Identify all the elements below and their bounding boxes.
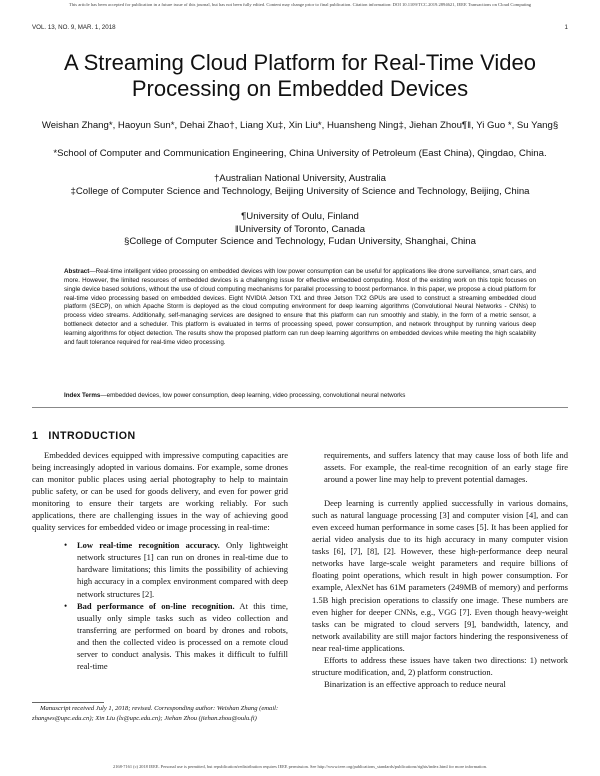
affiliation-4: ¶University of Oulu, Finland: [241, 211, 359, 222]
footnote-divider: [32, 702, 104, 703]
page-number: 1: [564, 24, 568, 31]
header-divider: [32, 407, 568, 408]
body-paragraph: Efforts to address these issues have taken two directions: 1) network structure modification, and, 2) platform construction.: [312, 654, 568, 677]
bullet-item: [32, 539, 288, 599]
abstract: [64, 268, 536, 348]
copyright-notice: 2168-7161 (c) 2018 IEEE. Personal use is permitted, but republication/redistribution requires IEEE permission. See http://www.ieee.org/publications_standards/publications/rights/index.html for more information.: [113, 764, 487, 769]
bullet-heading: Low real-time recognition accuracy.: [77, 540, 220, 551]
journal-volume: VOL. 13, NO. 9, MAR. 1, 2018: [32, 24, 116, 31]
section-number: 1: [32, 430, 39, 442]
abstract-label: Abstract: [64, 268, 90, 275]
left-column: [32, 449, 288, 672]
bullet-heading: Bad performance of on-line recognition.: [77, 600, 235, 611]
bullet-text: At this time, usually only simple tasks such as video collection and transferring are performed on board by drones and robots, and then the collected video is processed on a remote cloud server to conduct analysis. This makes it difficult to fulfill real-time: [77, 600, 288, 671]
running-head: [32, 24, 568, 31]
index-terms: [64, 392, 536, 401]
section-title: INTRODUCTION: [48, 430, 136, 442]
bullet-text: Only lightweight network structures [1] can run on drones in real-time due to hardware limitations; this limits the possibility of achieving high accuracy in a complex environment compared with deep network structures [2].: [77, 540, 288, 599]
index-terms-text: —embedded devices, low power consumption, deep learning, video processing, convolutional neural networks: [100, 392, 406, 399]
author-list: Weishan Zhang*, Haoyun Sun*, Dehai Zhao†, Liang Xu‡, Xin Liu*, Huansheng Ning‡, Jiehan Zhou¶‖, Yi Guo *, Su Yang§: [41, 120, 559, 131]
intro-paragraph: Embedded devices equipped with impressive computing capacities are being increasingly adopted in various domains. For example, some drones can monitor public places using aerial photography to help to maintain public safety, or can be used for goods delivery, and even for power grid monitoring to ensure their targets are working reliably. For such applications, there are challenging issues in the way of achieving good quality services for embedded video or image processing in real-time:: [32, 450, 288, 533]
section-heading: [32, 430, 136, 442]
bullet-continuation: requirements, and suffers latency that may cause loss of both life and assets. For example, the real-time recognition of an early stage fire around a power line may help to prevent potential damages.: [324, 450, 568, 485]
index-terms-label: Index Terms: [64, 392, 101, 399]
paper-title: A Streaming Cloud Platform for Real-Time Video Processing on Embedded Devices: [64, 50, 536, 101]
affiliation-5: ‖University of Toronto, Canada: [234, 223, 366, 235]
publication-notice: This article has been accepted for publication in a future issue of this journal, but has not been fully edited. Content may change prior to final publication. Citation information: DOI 10.1109/TCC.2019.2894621, IEEE Transactions on Cloud Computing: [68, 2, 532, 7]
right-column: [312, 449, 568, 690]
bullet-item: [32, 600, 288, 672]
affiliation-1: *School of Computer and Communication Engineering, China University of Petroleum (East China), Qingdao, China.: [53, 148, 547, 159]
affiliation-2: †Australian National University, Australia: [213, 173, 387, 184]
abstract-text: —Real-time intelligent video processing on embedded devices with low power consumption can be useful for applications like drone surveillance, smart cars, and more. However, the limited resources of embedded devices is a challenging issue for effective embedded computing. Most of the existing work on this topic focuses on single device based solutions, without the use of cloud computing mechanisms for parallel processing to boost performance. In this paper, we propose a cloud platform for real-time video processing based on embedded devices. Eight NVIDIA Jetson TX1 and three Jetson TX2 GPUs are used to construct a streaming embedded cloud platform (SECP), on which Apache Storm is deployed as the cloud computing environment for deep learning algorithms (Convolutional Neural Networks - CNNs) to process video streams. Additionally, self-managing services are designed to ensure that this platform can run smoothly and stably, in the form of a metric sensor, a bottleneck detector and a scheduler. This platform is evaluated in terms of processing speed, power consumption, and network throughput by running various deep learning algorithms for object detection. The results show the proposed platform can run deep learning algorithms on embedded devices while meeting the high scalability and fault tolerance required for real-time video processing.: [64, 268, 536, 346]
body-paragraph: Binarization is an effective approach to reduce neural: [324, 678, 506, 689]
body-paragraph: Deep learning is currently applied successfully in various domains, such as natural language processing [3] and computer vision [4], and can even exceed human performance in some cases [5]. It has been applied for aerial video analysis due to its high accuracy in many computer vision tasks [6], [7], [8], [2]. However, these high-performance deep neural networks have large-scale weight parameters and require billions of floating point operations, which result in high power consumption. For example, AlexNet has 61M parameters (249MB of memory) and performs 1.5B high precision operations to classify one image. These numbers are even higher for deeper CNNs, e.g., VGG [7]. Even though heavy-weight tasks can be migrated to cloud servers [9], bandwidth, latency, and network availability are still major factors hindering the responsiveness of near real-time applications.: [312, 498, 568, 653]
footnote: Manuscript received July 1, 2018; revised. Corresponding author: Weishan Zhang (email: zhangws@upc.edu.cn); Xin Liu (lx@upc.edu.cn); Jiehan Zhou (jiehan.zhou@oulu.fi): [32, 705, 279, 722]
bullet-icon: •: [64, 600, 68, 611]
affiliation-3: ‡College of Computer Science and Technology, Beijing University of Science and Technology, Beijing, China: [70, 185, 530, 197]
affiliation-6: §College of Computer Science and Technology, Fudan University, Shanghai, China: [124, 236, 476, 248]
bullet-icon: •: [64, 540, 68, 551]
